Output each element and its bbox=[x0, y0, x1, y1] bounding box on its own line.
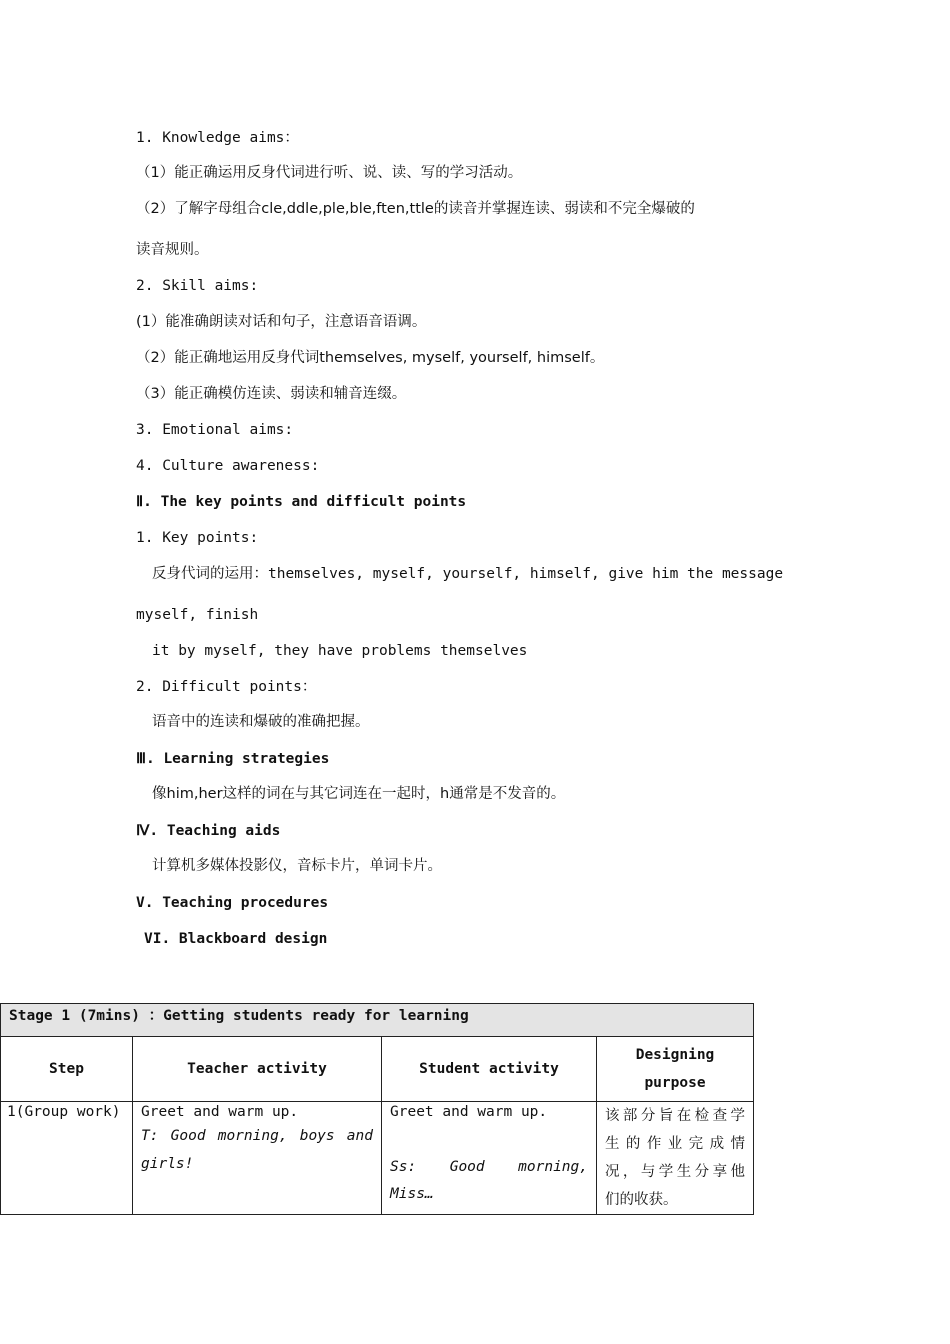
col-designing-purpose bbox=[597, 1037, 754, 1102]
teacher-line-2: T: Good morning, boys and bbox=[141, 1128, 373, 1144]
student-line-2: Ss: Good morning, bbox=[390, 1159, 588, 1175]
difficult-points-text: 语音中的连读和爆破的准确把握。 bbox=[152, 714, 370, 730]
section-4-heading: Ⅳ. Teaching aids bbox=[136, 823, 281, 839]
key-points-line-3: it by myself, they have problems themselves bbox=[152, 643, 528, 659]
cell-student-activity bbox=[382, 1102, 597, 1215]
column-header-row bbox=[1, 1037, 754, 1102]
section-2-heading: Ⅱ. The key points and difficult points bbox=[136, 494, 467, 510]
col-student-activity: Student activity bbox=[382, 1037, 597, 1102]
culture-awareness-heading: 4. Culture awareness: bbox=[136, 458, 320, 474]
purpose-line-4: 们的收获。 bbox=[605, 1192, 678, 1208]
knowledge-aim-1: （1）能正确运用反身代词进行听、说、读、写的学习活动。 bbox=[136, 165, 523, 181]
purpose-line-3: 况，与学生分享他 bbox=[605, 1164, 746, 1180]
learning-strategies-text: 像him,her这样的词在与其它词连在一起时，h通常是不发音的。 bbox=[152, 786, 566, 802]
teacher-line-3: girls! bbox=[141, 1156, 194, 1172]
key-points-line-1: 反身代词的运用：themselves, myself, yourself, himself, give him the message bbox=[152, 566, 784, 582]
knowledge-aim-2-cont: 读音规则。 bbox=[136, 242, 209, 258]
stage-title: Stage 1 (7mins) ：Getting students ready for learning bbox=[1, 1004, 754, 1037]
col-teacher-activity: Teacher activity bbox=[133, 1037, 382, 1102]
table-row bbox=[1, 1102, 754, 1215]
purpose-line-2: 生的作业完成情 bbox=[605, 1136, 746, 1152]
teacher-line-1: Greet and warm up. bbox=[141, 1104, 299, 1120]
stage-header-row bbox=[1, 1004, 754, 1037]
knowledge-aims-heading: 1. Knowledge aims： bbox=[136, 130, 299, 146]
knowledge-aim-2: （2）了解字母组合cle,ddle,ple,ble,ften,ttle的读音并掌握连读、弱读和不完全爆破的 bbox=[136, 201, 695, 217]
col-step: Step bbox=[1, 1037, 133, 1102]
skill-aim-2: （2）能正确地运用反身代词themselves, myself, yourself, himself。 bbox=[136, 350, 605, 366]
key-points-label: 1. Key points: bbox=[136, 530, 259, 546]
section-3-heading: Ⅲ. Learning strategies bbox=[136, 751, 330, 767]
stage-table bbox=[0, 1003, 754, 1215]
section-5-heading: V. Teaching procedures bbox=[136, 895, 329, 911]
key-points-line-2: myself, finish bbox=[136, 607, 259, 623]
student-line-3: Miss… bbox=[390, 1186, 434, 1202]
cell-designing-purpose bbox=[597, 1102, 754, 1215]
skill-aims-heading: 2. Skill aims: bbox=[136, 278, 259, 294]
skill-aim-1: (1）能准确朗读对话和句子，注意语音语调。 bbox=[136, 314, 427, 330]
difficult-points-label: 2. Difficult points： bbox=[136, 679, 317, 695]
cell-teacher-activity bbox=[133, 1102, 382, 1215]
col-purpose-line-2: purpose bbox=[644, 1075, 706, 1091]
purpose-line-1: 该部分旨在检查学 bbox=[605, 1108, 746, 1124]
cell-step: 1(Group work) bbox=[1, 1102, 133, 1215]
emotional-aims-heading: 3. Emotional aims: bbox=[136, 422, 294, 438]
col-purpose-line-1: Designing bbox=[635, 1047, 715, 1063]
skill-aim-3: （3）能正确模仿连读、弱读和辅音连缀。 bbox=[136, 386, 407, 402]
section-6-heading: VI. Blackboard design bbox=[144, 931, 328, 947]
teaching-aids-text: 计算机多媒体投影仪，音标卡片，单词卡片。 bbox=[152, 858, 442, 874]
student-line-1: Greet and warm up. bbox=[390, 1104, 548, 1120]
